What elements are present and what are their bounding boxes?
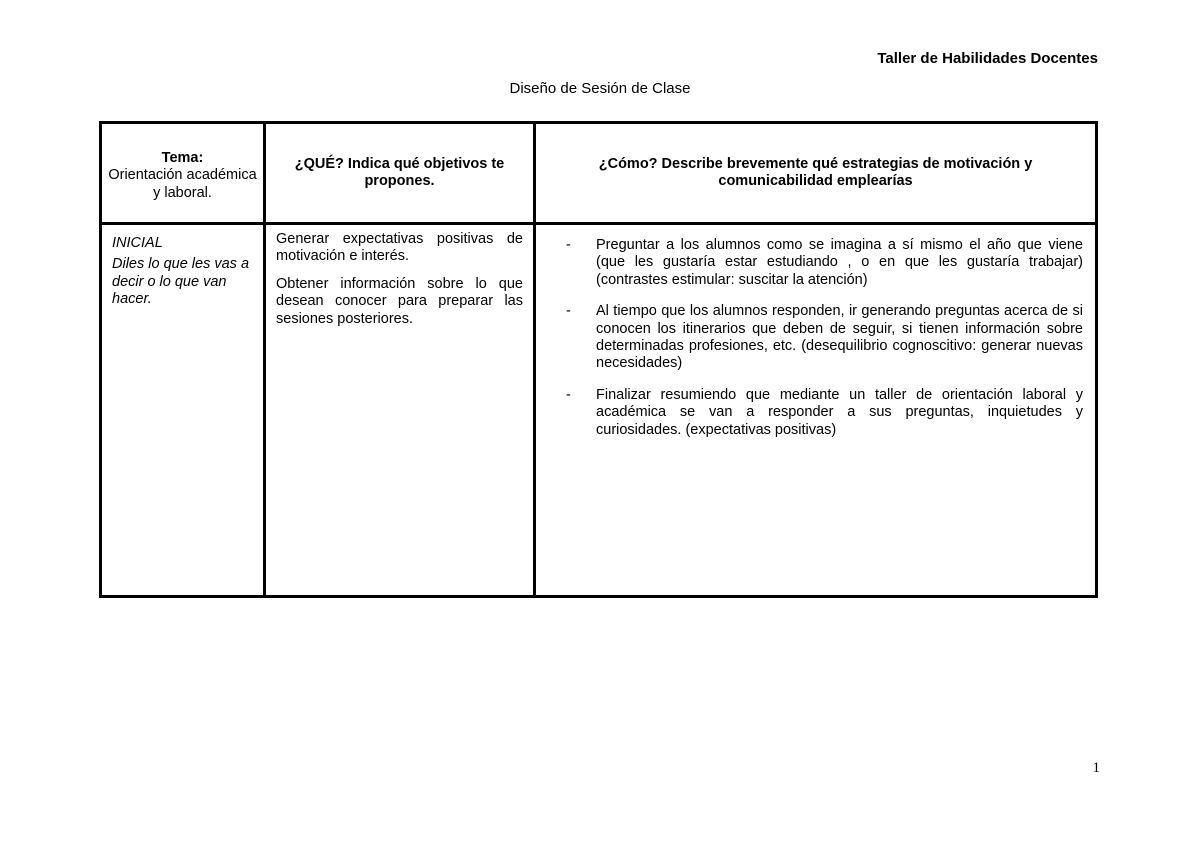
strategies-cell (535, 224, 1097, 597)
stage-label: INICIAL (112, 235, 163, 251)
list-item (566, 303, 1083, 373)
document-title: Diseño de Sesión de Clase (509, 80, 691, 97)
list-item (566, 237, 1083, 289)
objective-item: Generar expectativas positivas de motivación e interés. (276, 231, 523, 265)
list-item (566, 387, 1083, 439)
objective-item: Obtener información sobre lo que desean conocer para preparar las sesiones posteriores. (276, 275, 523, 327)
topic-header-cell (101, 123, 265, 224)
topic-value: Orientación académica y laboral. (108, 167, 257, 201)
strategy-text: Finalizar resumiendo que mediante un taller de orientación laboral y académica se van a responder a sus preguntas, inquietudes y curiosidades. (expectativas positivas) (596, 386, 1083, 438)
objectives-cell (265, 224, 535, 597)
table-header-row (101, 123, 1097, 224)
bullet-dash: - (566, 237, 571, 253)
session-design-table (99, 121, 1098, 598)
strategies-list (566, 237, 1083, 439)
bullet-dash: - (566, 386, 571, 403)
course-title: Taller de Habilidades Docentes (877, 50, 1098, 67)
strategy-text: Al tiempo que los alumnos responden, ir generando preguntas acerca de si conocen los itinerarios que deben de seguir, si tienen información sobre determinadas profesiones, etc. (desequilibrio cognoscitivo: generar nuevas necesidades) (596, 303, 1083, 372)
stage-note: Diles lo que les vas a decir o lo que van hacer. (112, 256, 250, 308)
stage-cell (101, 224, 265, 597)
topic-heading: Tema: (161, 149, 204, 166)
table-row (101, 224, 1097, 597)
strategy-text: Preguntar a los alumnos como se imagina a sí mismo el año que viene (que les gustaría estar estudiando , o en que les gustaría trabajar) (contrastes estimular: suscitar la atención) (596, 237, 1083, 288)
strategies-header-cell: ¿Cómo? Describe brevemente qué estrategias de motivación y comunicabilidad emplearías (535, 123, 1097, 224)
page-number: 1 (1092, 760, 1100, 776)
bullet-dash: - (566, 303, 571, 320)
objectives-header-cell: ¿QUÉ? Indica qué objetivos te propones. (265, 123, 535, 224)
